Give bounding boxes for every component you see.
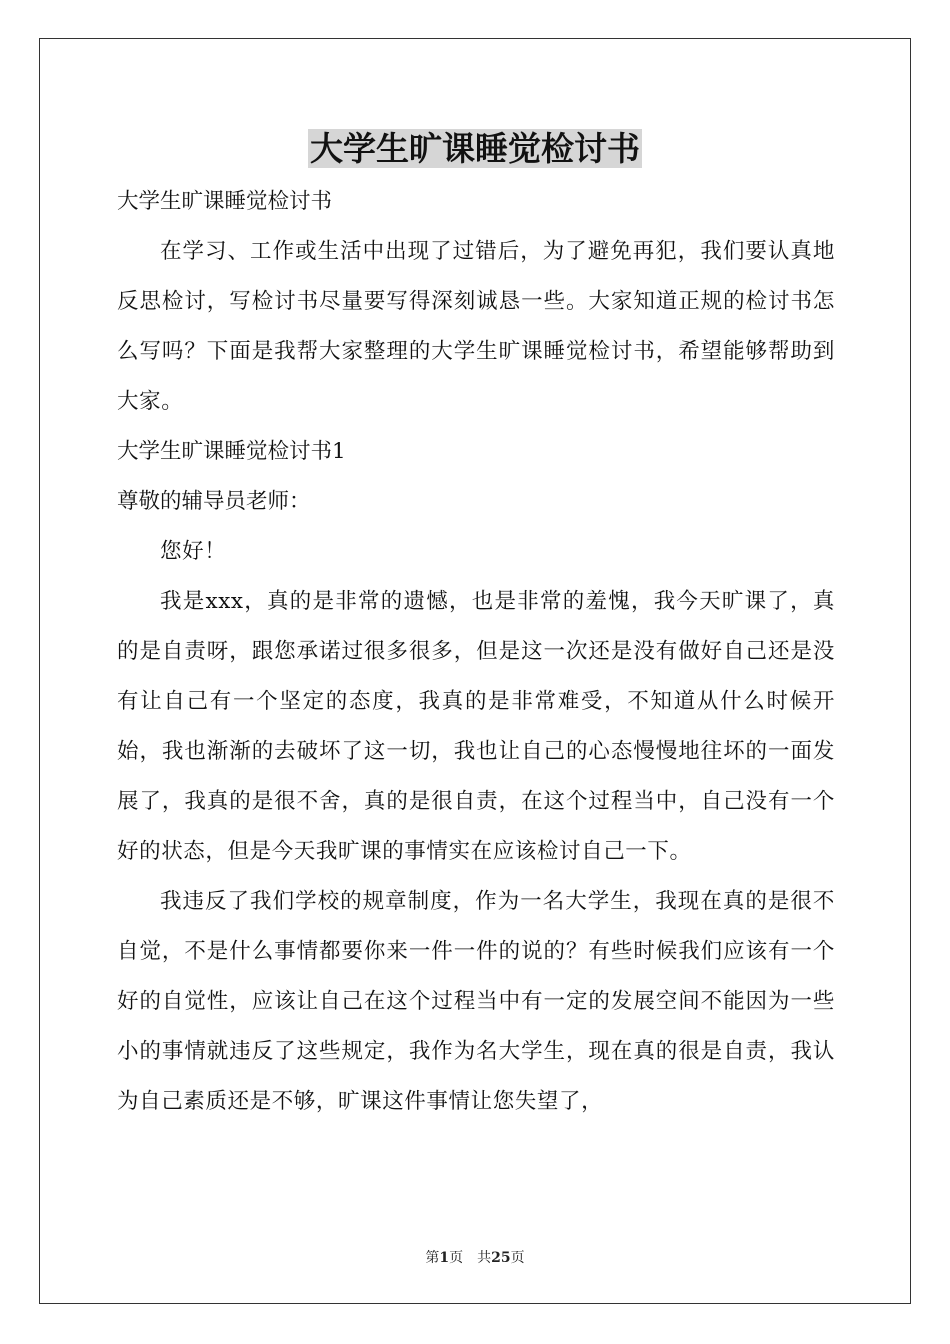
section-heading: 大学生旷课睡觉检讨书1 xyxy=(117,439,346,464)
body-paragraph-2: 我违反了我们学校的规章制度，作为一名大学生，我现在真的是很不自觉，不是什么事情都要你来一件一件的说的？有些时候我们应该有一个好的自觉性，应该让自己在这个过程当中有一定的发展空间不能因为一些小的事情就违反了这些规定，我作为名大学生，现在真的很是自责，我认为自己素质还是不够，旷课这件事情让您失望了， xyxy=(117,889,835,1114)
document-body xyxy=(117,177,835,1127)
document-title-text: 大学生旷课睡觉检讨书 xyxy=(310,129,640,168)
page-current-number: 1 xyxy=(439,1250,450,1266)
body-paragraph-1: 我是xxx，真的是非常的遗憾，也是非常的羞愧，我今天旷课了，真的是自责呀，跟您承诺过很多很多，但是这一次还是没有做好自己还是没有让自己有一个坚定的态度，我真的是非常难受，不知道从什么时候开始，我也渐渐的去破坏了这一切，我也让自己的心态慢慢地往坏的一面发展了，我真的是很不舍，真的是很自责，在这个过程当中，自己没有一个好的状态，但是今天我旷课的事情实在应该检讨自己一下。 xyxy=(117,589,835,864)
salutation: 尊敬的辅导员老师： xyxy=(117,489,311,514)
document-subtitle: 大学生旷课睡觉检讨书 xyxy=(117,189,333,214)
page-footer xyxy=(0,1248,950,1268)
document-title xyxy=(0,126,950,172)
intro-paragraph: 在学习、工作或生活中出现了过错后，为了避免再犯，我们要认真地反思检讨，写检讨书尽量要写得深刻诚恳一些。大家知道正规的检讨书怎么写吗？下面是我帮大家整理的大学生旷课睡觉检讨书，希望能够帮助到大家。 xyxy=(117,239,835,414)
page-mid: 页 共 xyxy=(449,1250,492,1266)
page-total-number: 25 xyxy=(491,1250,511,1266)
greeting: 您好！ xyxy=(160,539,227,564)
page-suffix: 页 xyxy=(510,1250,525,1266)
page-prefix: 第 xyxy=(425,1250,440,1266)
